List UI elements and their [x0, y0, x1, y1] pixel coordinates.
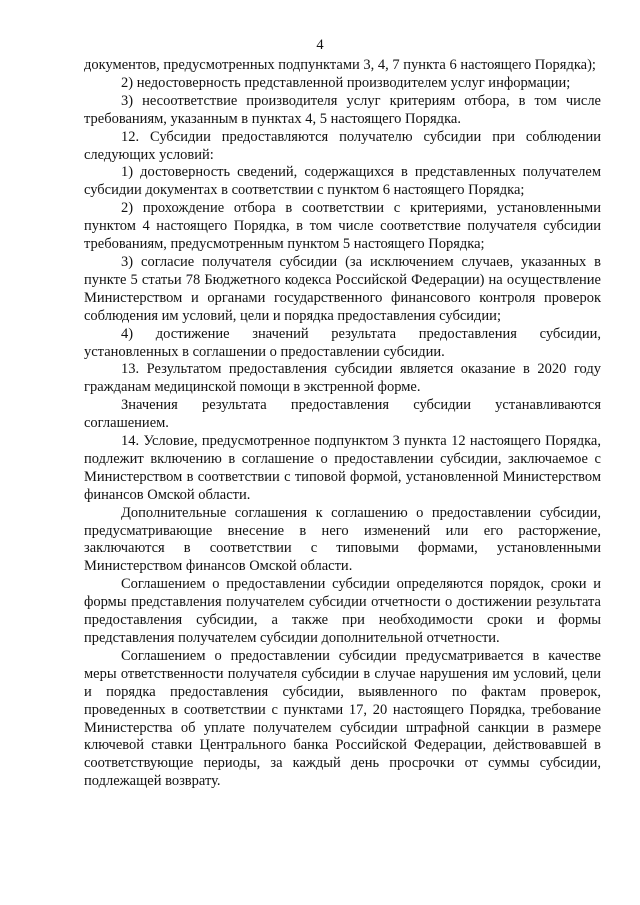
paragraph: документов, предусмотренных подпунктами 3, 4, 7 пункта 6 настоящего Порядка); [84, 57, 596, 73]
paragraph: Значения результата предоставления субсидии устанавливаются соглашением. [84, 397, 601, 432]
paragraph: 1) достоверность сведений, содержащихся в представленных получателем субсидии документах в соответствии с пунктом 6 настоящего Порядка; [84, 164, 601, 199]
paragraph: 4) достижение значений результата предоставления субсидии, установленных в соглашении о предоставлении субсидии. [84, 325, 601, 360]
paragraph: 13. Результатом предоставления субсидии является оказание в 2020 году гражданам медицинской помощи в экстренной форме. [84, 361, 601, 396]
page-number: 4 [316, 37, 324, 53]
paragraph: 12. Субсидии предоставляются получателю субсидии при соблюдении следующих условий: [84, 128, 601, 163]
document-body [84, 57, 601, 791]
paragraph: 2) прохождение отбора в соответствии с критериями, установленными пунктом 4 настоящего Порядка, в том числе соответствие получателя субсидии требованиям, предусмотренным пунктом 5 настоящего Порядка; [84, 200, 601, 253]
paragraph: Соглашением о предоставлении субсидии предусматривается в качестве меры ответственности получателя субсидии в случае нарушения им условий, цели и порядка предоставления субсидии, выявленного по фактам проверок, проведенных в соответствии с пунктами 17, 20 настоящего Порядка, требование Министерства об уплате получателем субсидии штрафной санкции в размере ключевой ставки Центрального банка Российской Федерации, действовавшей в соответствующие периоды, за каждый день просрочки от суммы субсидии, подлежащей возврату. [84, 647, 601, 790]
paragraph: 14. Условие, предусмотренное подпунктом 3 пункта 12 настоящего Порядка, подлежит включению в соглашение о предоставлении субсидии, заключаемое с Министерством в соответствии с типовой формой, установленной Министерством финансов Омской области. [84, 433, 601, 503]
paragraph: Соглашением о предоставлении субсидии определяются порядок, сроки и формы представления получателем субсидии отчетности о достижении результата предоставления субсидии, а также при необходимости сроки и формы представления получателем субсидии дополнительной отчетности. [84, 576, 601, 646]
paragraph: 3) согласие получателя субсидии (за исключением случаев, указанных в пункте 5 статьи 78 Бюджетного кодекса Российской Федерации) на осуществление Министерством и органами государственного финансового контроля проверок соблюдения им условий, цели и порядка предоставления субсидии; [84, 253, 601, 324]
paragraph: 2) недостоверность представленной производителем услуг информации; [121, 74, 571, 91]
paragraph: 3) несоответствие производителя услуг критериям отбора, в том числе требованиям, указанным в пунктах 4, 5 настоящего Порядка. [84, 92, 601, 127]
paragraph: Дополнительные соглашения к соглашению о предоставлении субсидии, предусматривающие внесение в него изменений или его расторжение, заключаются в соответствии с типовыми формами, установленными Министерством финансов Омской области. [84, 504, 601, 575]
